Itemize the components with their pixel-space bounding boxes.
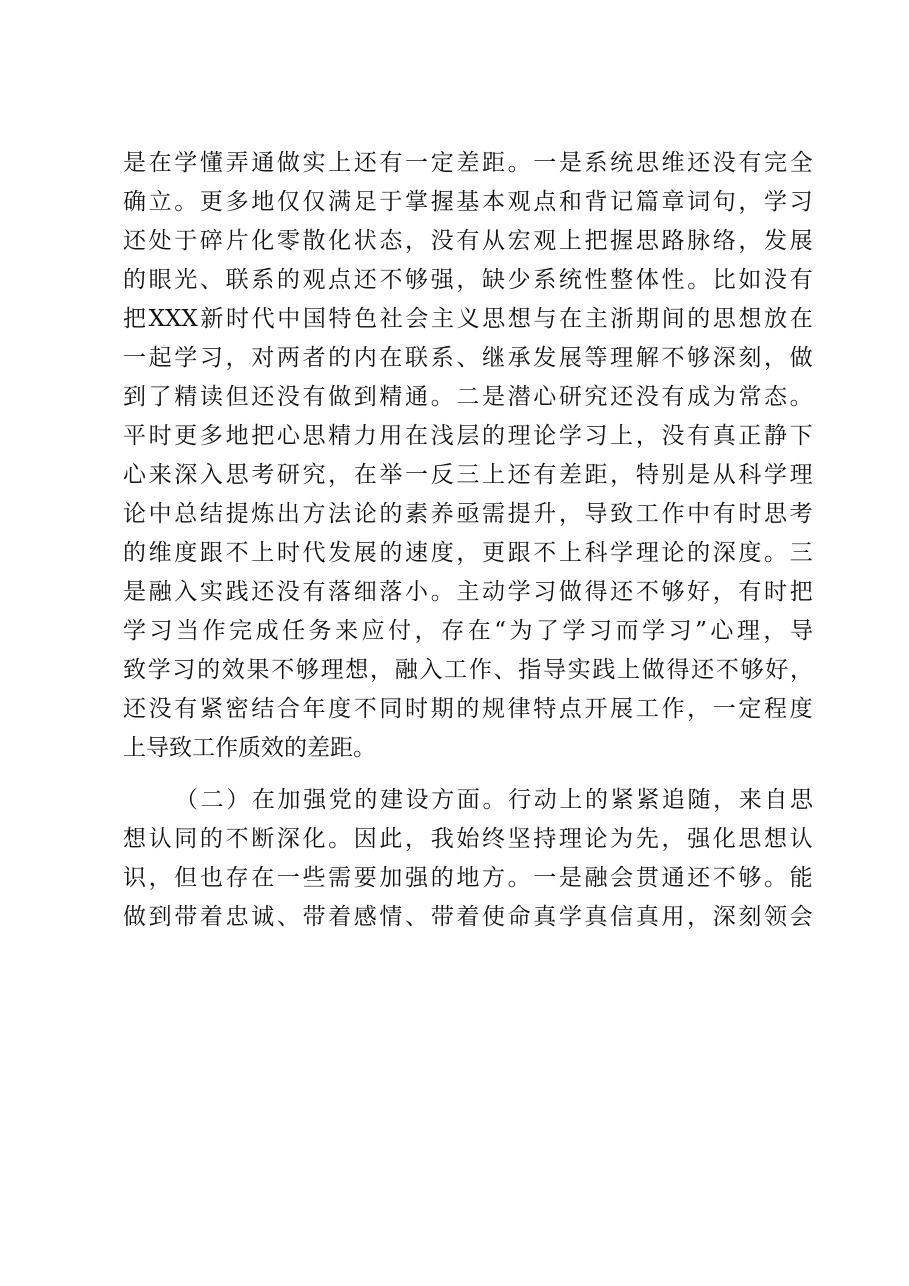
text-line: 的 维 度 跟 不 上 时 代 发 展 的 速 度 ， 更 跟 不 上 科 学 理 论 的 深 度 。 三 [123,540,813,566]
text-line: 致 学 习 的 效 果 不 够 理 想 ， 融 入 工 作 、 指 导 实 践 上 做 得 还 不 够 好 ， [123,657,813,683]
text-line: 平 时 更 多 地 把 心 思 精 力 用 在 浅 层 的 理 论 学 习 上 ， 没 有 真 正 静 下 [123,423,813,449]
text-line: 到 了 精 读 但 还 没 有 做 到 精 通 。 二 是 潜 心 研 究 还 没 有 成 为 常 态 。 [123,384,813,410]
paragraph-1 [123,144,813,768]
text-line: 把 XXX 新 时 代 中 国 特 色 社 会 主 义 思 想 与 在 主 浙 期 间 的 思 想 放 在 [123,306,813,332]
text-line: 学 习 当 作 完 成 任 务 来 应 付 ， 存 在 “ 为 了 学 习 而 学 习 ” 心 理 ， 导 [123,618,813,644]
text-line: 还 处 于 碎 片 化 零 散 化 状 态 ， 没 有 从 宏 观 上 把 握 思 路 脉 络 ， 发 展 [123,228,813,254]
text-line: 还 没 有 紧 密 结 合 年 度 不 同 时 期 的 规 律 特 点 开 展 工 作 ， 一 定 程 度 [123,696,813,722]
text-line: 一 起 学 习 ， 对 两 者 的 内 在 联 系 、 继 承 发 展 等 理 解 不 够 深 刻 ， 做 [123,345,813,371]
paragraph-gap [123,768,813,781]
paragraph-2 [123,781,813,937]
text-line: 心 来 深 入 思 考 研 究 ， 在 举 一 反 三 上 还 有 差 距 ， 特 别 是 从 科 学 理 [123,462,813,488]
text-line: 的 眼 光 、 联 系 的 观 点 还 不 够 强 ， 缺 少 系 统 性 整 体 性 。 比 如 没 有 [123,267,813,293]
text-line: 论 中 总 结 提 炼 出 方 法 论 的 素 养 亟 需 提 升 ， 导 致 工 作 中 有 时 思 考 [123,501,813,527]
text-line: 是 在 学 懂 弄 通 做 实 上 还 有 一 定 差 距 。 一 是 系 统 思 维 还 没 有 完 全 [123,150,813,176]
text-line: 做 到 带 着 忠 诚 、 带 着 感 情 、 带 着 使 命 真 学 真 信 真 用 ， 深 刻 领 会 [123,904,813,930]
text-line: 想 认 同 的 不 断 深 化 。 因 此 ， 我 始 终 坚 持 理 论 为 先 ， 强 化 思 想 认 [123,826,813,852]
text-line: 识 ， 但 也 存 在 一 些 需 要 加 强 的 地 方 。 一 是 融 会 贯 通 还 不 够 。 能 [123,865,813,891]
section-heading-line: （ 二 ） 在 加 强 党 的 建 设 方 面 。 行 动 上 的 紧 紧 追 随 ， 来 自 思 [175,787,813,813]
text-line: 是 融 入 实 践 还 没 有 落 细 落 小 。 主 动 学 习 做 得 还 不 够 好 ， 有 时 把 [123,579,813,605]
text-line: 上导致工作质效的差距。 [123,735,376,761]
document-body [123,144,813,937]
text-line: 确 立 。 更 多 地 仅 仅 满 足 于 掌 握 基 本 观 点 和 背 记 篇 章 词 句 ， 学 习 [123,189,813,215]
